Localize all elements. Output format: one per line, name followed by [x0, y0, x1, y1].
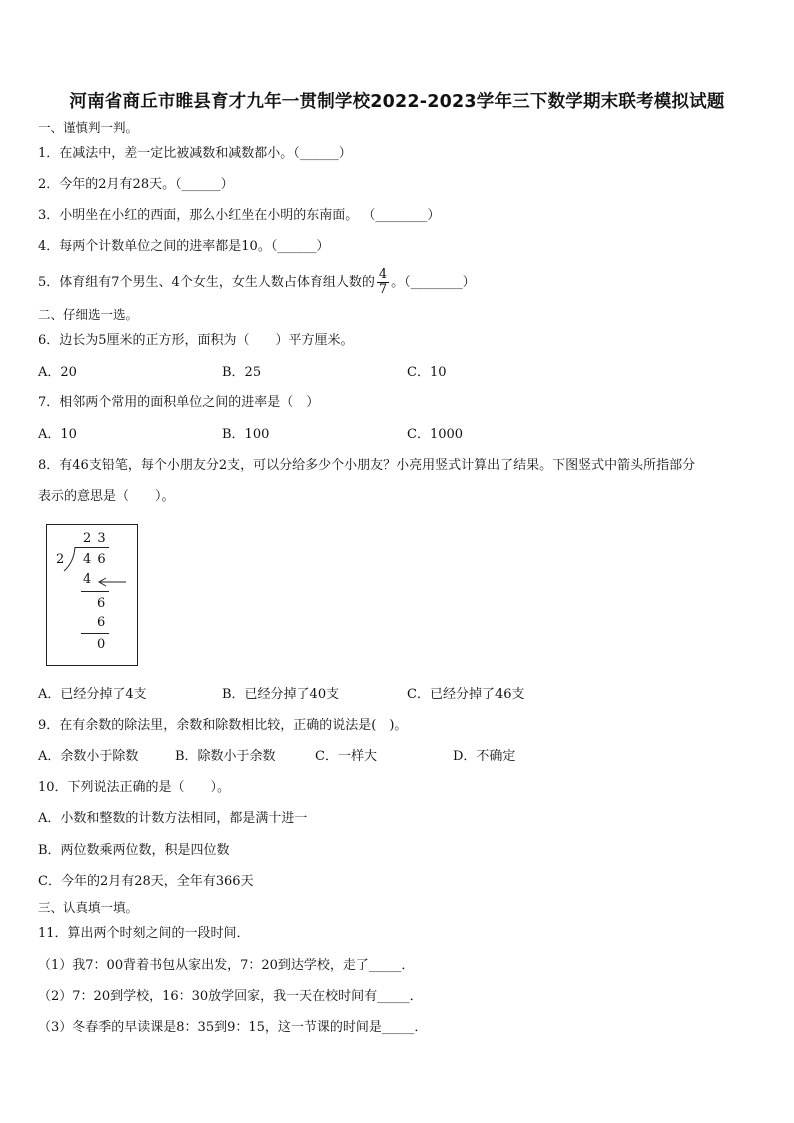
question-3: 3．小明坐在小红的西面，那么小红坐在小明的东南面。 （________）: [38, 208, 441, 223]
question-8-line-2: 表示的意思是（ ）。: [38, 489, 175, 504]
question-1: 1．在减法中，差一定比被减数和减数都小。（______）: [38, 146, 352, 161]
q8-option-c: C．已经分掉了46支: [407, 687, 525, 702]
q11-part-1: （1）我7：00背着书包从家出发，7：20到达学校，走了_____．: [38, 958, 415, 973]
section-heading-fill: 三、认真填一填。: [38, 900, 139, 915]
question-4: 4．每两个计数单位之间的进率都是10。（______）: [38, 239, 330, 254]
question-8-line-1: 8．有46支铅笔，每个小朋友分2支，可以分给多少个小朋友？小亮用竖式计算出了结果。下图竖式中箭头所指部分: [38, 458, 696, 473]
division-remainder: 0: [97, 637, 106, 652]
division-bracket: [63, 546, 77, 572]
q10-option-b: B．两位数乘两位数，积是四位数: [38, 843, 230, 858]
q10-option-c: C．今年的2月有28天，全年有366天: [38, 874, 254, 889]
q7-option-a: A．10: [38, 427, 77, 442]
fraction: [377, 268, 389, 297]
q10-option-a: A．小数和整数的计数方法相同，都是满十进一: [38, 811, 308, 826]
question-7: 7．相邻两个常用的面积单位之间的进率是（ ）: [38, 395, 320, 410]
question-10: 10．下列说法正确的是（ ）。: [38, 780, 231, 795]
q6-option-a: A．20: [38, 365, 77, 380]
division-quotient: 2 3: [83, 531, 107, 546]
question-5-text: 5．体育组有7个男生、4个女生，女生人数占体育组人数的: [38, 275, 375, 290]
question-9: 9．在有余数的除法里，余数和除数相比较，正确的说法是( )。: [38, 718, 408, 733]
division-step-2: 6: [97, 596, 106, 611]
q9-option-d: D．不确定: [453, 749, 516, 764]
section-heading-judgement: 一、谨慎判一判。: [38, 120, 139, 135]
q9-option-c: C．一样大: [315, 749, 377, 764]
division-divisor: 2: [56, 552, 65, 567]
question-6: 6．边长为5厘米的正方形，面积为（ ）平方厘米。: [38, 333, 354, 348]
question-2: 2．今年的2月有28天。（______）: [38, 177, 234, 192]
q7-option-c: C．1000: [407, 427, 464, 442]
q7-option-b: B．100: [222, 427, 270, 442]
q8-option-b: B．已经分掉了40支: [222, 687, 340, 702]
q6-option-b: B．25: [222, 365, 262, 380]
long-division-figure: [46, 524, 138, 666]
q9-option-b: B．除数小于余数: [175, 749, 276, 764]
division-step-1: 4: [83, 572, 92, 587]
division-line-2: [81, 633, 109, 634]
fraction-numerator: 4: [378, 267, 388, 282]
arrow-left-icon: [97, 577, 127, 587]
q11-part-2: （2）7：20到学校，16：30放学回家，我一天在校时间有_____．: [38, 989, 423, 1004]
question-5: [38, 266, 476, 300]
q11-part-3: （3）冬春季的早读课是8：35到9：15，这一节课的时间是_____．: [38, 1020, 428, 1035]
division-line-1: [81, 591, 109, 592]
q8-option-a: A．已经分掉了4支: [38, 687, 147, 702]
question-11: 11．算出两个时刻之间的一段时间．: [38, 926, 250, 941]
q6-option-c: C．10: [407, 365, 447, 380]
division-step-3: 6: [97, 615, 106, 630]
page-title: 河南省商丘市睢县育才九年一贯制学校2022-2023学年三下数学期末联考模拟试题: [69, 92, 725, 112]
q9-option-a: A．余数小于除数: [38, 749, 139, 764]
division-bar: [75, 547, 109, 548]
section-heading-choice: 二、仔细选一选。: [38, 307, 139, 322]
division-dividend: 4 6: [83, 552, 107, 567]
question-5-answer-blank: 。（________）: [391, 275, 476, 290]
fraction-denominator: 7: [378, 282, 388, 297]
